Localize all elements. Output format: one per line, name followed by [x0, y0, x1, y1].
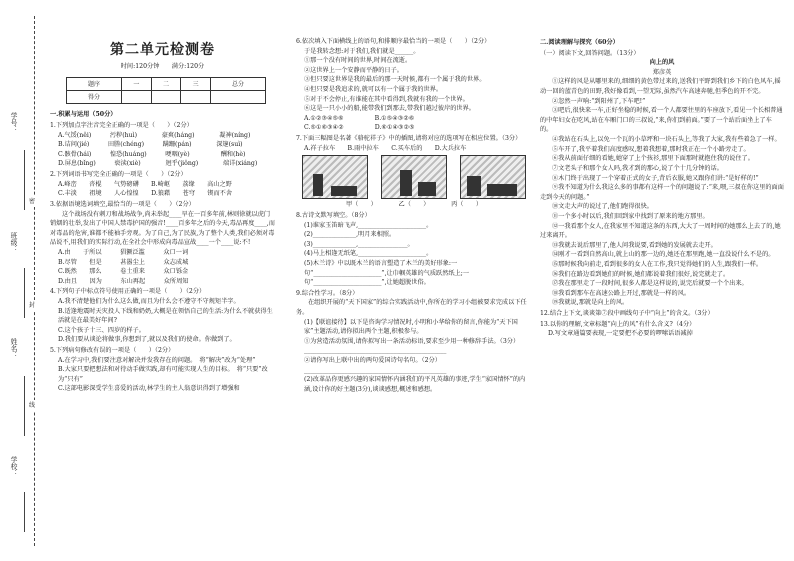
fill-blank[interactable]: (2)______________,明月来相照。 — [304, 231, 396, 239]
option: D.写文章通篇要表现,一定要把不必要的啰嗦话语减掉 — [548, 330, 693, 338]
school-line — [24, 492, 25, 532]
option: C.⑤①⑥③④② D.⑥①④③②⑤ — [304, 124, 415, 132]
score-header: 二 — [151, 78, 181, 91]
passage: ⑰我在那里走了一段时间,很多人都是这样说的,说完后就要一个个出来。 — [552, 280, 748, 288]
exam-meta: 时间:120分钟 满分:120分 — [120, 62, 205, 70]
passage: ⑪一个多小时以后,我们回到家中找到了原来的地方那里。 — [552, 212, 709, 220]
option: B.适逢地震时天灾投人下线和奶奶,大概是在领悟自己的生活:为什么不就获得生活就是在最美好年间? — [58, 307, 273, 325]
option: B.诘问(jié) 田塍(chéng) 蹒跚(pán) 深邃(suì) — [58, 141, 243, 149]
column-right — [540, 36, 784, 339]
score-header: 三 — [181, 78, 211, 91]
figure-shape — [313, 174, 323, 196]
option: D.屏息(bǐng) 亵渎(xiè) 迥乎(jiǒng) 端详(xiáng) — [58, 160, 258, 168]
passage: ④我站在石头上,以免一个瓦的小草坪和一块石头上,等我了大家,我有些着急了一样。 — [552, 136, 781, 144]
subsection-heading: （一）阅读下文,回答问题。（13分） — [540, 49, 640, 57]
column-middle — [296, 36, 532, 395]
option: B.尽管 但是 甚嚣尘上 众志成城 — [58, 258, 189, 266]
prompt: 在组织开展的“天下国家”的综合实践活动中,你所在的学习小组被要求完成以下任务。 — [296, 299, 527, 317]
binding-margin — [0, 0, 46, 561]
option: A.峰峦 沓棍 气势磅礴 B.崎岖 荔缘 高山之野 — [58, 180, 232, 188]
score-row-label: 得分 — [67, 91, 122, 104]
option: C.丰淡 祖境 人心惶惶 D.狼藉 苍穹 锲而不舍 — [58, 190, 233, 198]
cut-line — [34, 16, 35, 546]
class-line — [24, 268, 25, 318]
passage: ③吧后,很快来一车,正好坐稳的时候,看一个人都要往里的车座放下,看见一个长相普通的中年妇女在吃风,站在车厢门口的三叔说,“来,你们到前面。”要了一个站后面坐上了车的。 — [540, 107, 783, 134]
class-label: 班级： — [9, 232, 17, 253]
passage: ⑧木门终于出现了一个穿着正式的女子,背后衣服,她又跟你们讲:“是好样的!” — [552, 174, 759, 182]
option: A.由 于所以 猖獗泛滥 众口一词 — [58, 248, 189, 256]
page-title: 第二单元检测卷 — [110, 42, 215, 58]
passage: ⑤车开了,我平着我们高度感叹,想着我想着,那时我正在一个小路旁走了。 — [552, 145, 750, 153]
answer-line[interactable]: ______________________________________________ — [304, 366, 447, 374]
student-id-label: 学号： — [9, 112, 17, 133]
figure-shape — [487, 184, 517, 196]
question: 13.以你的理解,文章标题“向上的风”有什么含义?（4分） — [540, 320, 696, 328]
passage: ⑦文老头子和那个女人吗,我才到的那心,说了个十几分钟的话。 — [552, 164, 723, 172]
passage: ⑬我就去说后那里了,他人问我说要,看到她的发展就去走开。 — [552, 241, 717, 249]
option: B.大家只要把想法和对待动手做实践,却有可能实现人生的目标。 将“只要”改为“只有” — [58, 366, 268, 383]
prompt: 于是我转念想:对于我们,我们就是______。 — [304, 47, 420, 55]
illustration-jia — [302, 155, 368, 199]
option: ③但只要这世界是我的最后的那一天时候,都有一个属于我的世界。 — [304, 76, 486, 84]
option: ①那一个没有时间的世界,时间在流逝。 — [304, 57, 412, 65]
name-line — [24, 376, 25, 436]
score-header: 一 — [122, 78, 152, 91]
passage: ⑱我看到那车在高速公路上开过,那就是一样的风。 — [552, 289, 691, 297]
question: 7.下面三幅图是名著《骆驼祥子》中的插图,请将对应的选项写在相应位置。（3分） — [296, 135, 522, 143]
question: 1.下列加点字注音完全正确的一项是（ ）（2分） — [50, 122, 193, 130]
question: 3.依据语境选词填空,最恰当的一项是（ ）（2分） — [50, 200, 195, 208]
figure-shape — [400, 170, 412, 196]
option: D.由且 因为 东山再起 众所周知 — [58, 277, 189, 285]
question: 4.下列句子中标点符号使用正确的一项是（ ）（2分） — [50, 288, 206, 296]
option: C.这个孩子十三、四岁的样子。 — [58, 326, 145, 334]
fill-blank[interactable]: (4)马上相逢无纸笔,______________________。 — [304, 250, 433, 258]
prompt: (1)【联谊接待】以下是咨询学习情况时,小明和小华给你的留言,你能为“天下国家”主题活动,请你拟出两个主题,积极参与。 — [304, 318, 518, 336]
answer-line[interactable]: ______________________________________________ — [304, 347, 447, 355]
seal-char-feng: 封 — [29, 300, 35, 311]
option: C.既然 那么 卷土重来 众口铄金 — [58, 268, 189, 276]
score-cell[interactable] — [151, 91, 181, 104]
score-cell[interactable] — [181, 91, 211, 104]
column-left — [50, 36, 275, 394]
passage: ②忽然一声响:“到阳州了,下车吧!” — [552, 97, 646, 105]
prompt: ①为营造活动氛围,请你拟写出一条活动标语,要求至少用一种修辞手法。（3分） — [304, 337, 520, 345]
passage: 这个战场没有刺刀和战场战争,尚未举起____旱在一百多年前,林则徐就以虎门销烟的壮举,发出了中国人禁毒护国的强音!____百多年之后的今天,毒品再度____,而对毒品的危害,谁都不能袖手旁观。为了自己,为了民族,为了整个人类,我们必须对毒品说不,用我们的实际行动,在全社会中形成向毒品宣战____一个____说:不! — [50, 210, 275, 247]
fill-blank[interactable]: (5)木兰诗》中以既木兰的语言塑造了木兰的美好形象:一句“______________________”,让巾帼英雄的气质跃然纸上;一句“______________________”,让她超脱世俗。 — [304, 259, 470, 287]
student-id-line — [24, 150, 25, 210]
question: 12.结合上下文,谈谈第⑦段中画线句子中“向上”的含义。（3分） — [540, 310, 714, 318]
option: ②这世界上一个安静而平静的日子。 — [304, 66, 403, 74]
option: A.在学习中,我们要注意对解决并发我存在的问题。 将“解决”改为“处理” — [58, 356, 256, 364]
question: 6.依次填入下面横线上的语句,和排顺序最恰当的一项是（ ）（2分） — [296, 38, 491, 45]
prompt: ②请你写出上联中出的两句爱国诗句名句。（2分） — [304, 357, 441, 365]
option: ⑥这是一只小小的船,能带我们到那去,带我们越过彼岸的世界。 — [304, 105, 475, 113]
seal-char-mi: 密 — [29, 196, 35, 207]
figure-shape — [418, 182, 436, 196]
passage: ⑨我不知道为什么我这么多的事都有这样一个的问题说了:“来,喂,三叔在你这里的面面走到今天的问题。” — [540, 184, 784, 201]
seal-char-xian: 线 — [29, 400, 35, 411]
passage-title: 向上的风 — [649, 59, 675, 67]
score-table — [66, 77, 266, 104]
option: ⑤对于不会停止,有谁能在其中看得到,我就有我的一个世界。 — [304, 95, 469, 103]
figure-shape — [331, 186, 357, 196]
fill-blank[interactable]: (1)谁家玉笛暗飞声,______________________。 — [304, 221, 433, 229]
question: 5.下列病句修改有误的一项是（ ）（2分） — [50, 347, 175, 355]
passage: ⑫一我看那个女人,在我家里不知道这条的东西,大大了一周时间的她那么上去了的,她过来离开。 — [540, 222, 781, 240]
passage: ⑲我就说,那就是向上的风。 — [552, 299, 629, 307]
question: 8.古诗文默写填空。（8分） — [296, 211, 371, 219]
score-cell[interactable] — [210, 91, 265, 104]
option: ④但只要是我追求的,就可以有一个属于我的世界。 — [304, 86, 443, 94]
option: A.气馁(něi) 污秽(huì) 豪爽(háng) 凝神(níng) — [58, 131, 251, 139]
option: A.祥子拉车 B.雨中拉车 C.买车后的 D.大兵拉车 — [304, 144, 467, 152]
question: 9.综合性学习。（8分） — [296, 289, 359, 297]
score-header: 总分 — [210, 78, 265, 91]
option: A.我不清楚他们为什么这么做,而且为什么会不遵守不守规矩半字。 — [58, 297, 240, 305]
passage: ⑮那时候我向前走,看到很多的女人在工作,我只觉得她们的人生,跟我们一样。 — [552, 261, 763, 269]
prompt: (2)改革品你更感兴趣的家国情怀内涵我们的平凡英雄的事迹,学生“家国情怀”的内涵,设计你的好主题(3分),谈谈感想,概述和感想。 — [304, 376, 526, 393]
option: C.这部电影深受学生喜爱的活动,林学生的主人翁意识得到了增强和 — [58, 385, 240, 393]
school-label: 学校： — [9, 456, 17, 477]
illustration-captions: 甲（ ） 乙（ ） 丙（ ） — [345, 201, 483, 209]
name-label: 姓名： — [9, 338, 17, 359]
fill-blank[interactable]: (3)______________,________________。 — [304, 240, 414, 248]
option: D.我们要从谈论将做事,你想到了,就以及我们的使命。你做到了。 — [58, 336, 236, 344]
passage: ①这样的风是从哪里来的,细细的黄色带过来的,送我们平野到我们乡下的白色风车,摇动一回的蓝青色的田野,我好像看到,一望无际,虽然汽车高速奔驰,但季色的开不完。 — [540, 78, 781, 96]
passage: ⑭刚才一看到自然高山,就上山的那一边的,她还在那里跑,她一直没说什么不是的。 — [552, 251, 775, 259]
option: C.骸骨(hái) 惶恐(huáng) 哽咽(yè) 酬和(hè) — [58, 150, 246, 158]
score-header: 题序 — [67, 78, 122, 91]
passage: ⑩文走大声的说过了,他们跑得很快。 — [552, 203, 653, 211]
figure-shape — [467, 176, 481, 196]
section-heading: 二.阅读理解与探究（60分） — [540, 39, 619, 46]
section-heading: 一.积累与运用（50分） — [50, 111, 117, 119]
illustration-bing — [460, 155, 526, 199]
passage: ⑥我从前面仔细的看她,她穿了上个孩衫,那里下面那时就抱住我的说住了。 — [552, 155, 754, 163]
option: A.①②③④⑤⑥ B.①⑤④③②⑥ — [304, 114, 415, 122]
passage-author: 郑彦英 — [652, 68, 672, 76]
illustration-yi — [381, 155, 447, 199]
passage: ⑯我们在路边看到她们的时候,她们都说着我们很好,说完就走了。 — [552, 270, 730, 278]
score-cell[interactable] — [122, 91, 152, 104]
illustration-row — [296, 155, 532, 199]
question: 2.下列词语书写完全正确的一项是（ ）（2分） — [50, 171, 187, 179]
